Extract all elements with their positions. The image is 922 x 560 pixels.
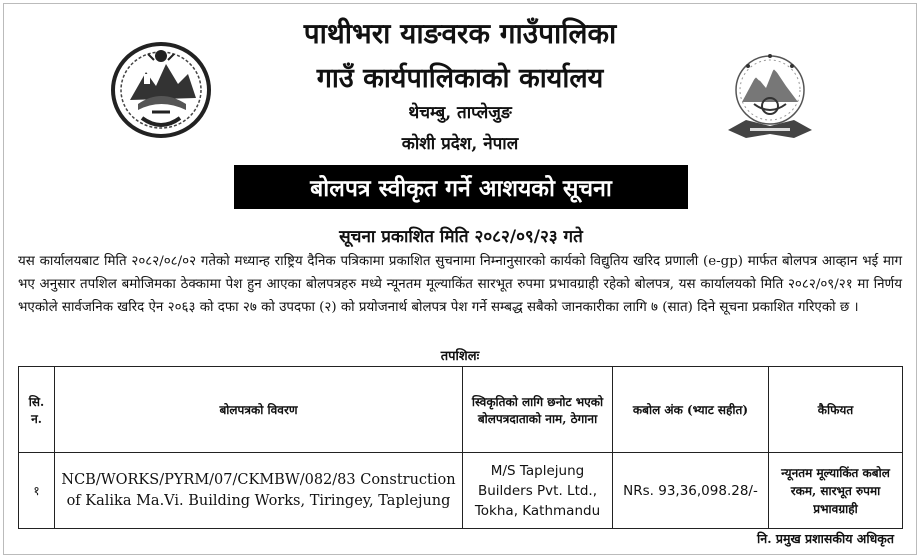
table-title: तपशिलः [440,349,480,364]
municipality-logo-icon [720,44,820,144]
notice-body-paragraph: यस कार्यालयबाट मिति २०८२/०८/०२ गतेको मध्यान्ह राष्ट्रिय दैनिक पत्रिकामा प्रकाशित सुचनामा निम्नानुसारको कार्यको विद्युतिय खरिद प्रणाली (e-gp) मार्फत बोलपत्र आव्हान भई माग भए अनुसार तपशिल बमोजिमका ठेक्कामा पेश हुन आएका बोलपत्रहरु मध्ये न्यूनतम मूल्याकिंत सारभूत रुपमा प्रभावग्राही रहेको बोलपत्र, यस कार्यालयको मिति २०८२/०९/२१ मा निर्णय भएकोले सार्वजनिक खरिद ऐन २०६३ को दफा २७ को उपदफा (२) को प्रयोजनार्थ बोलपत्र पेश गर्ने सम्बद्ध सबैको जानकारीका लागि ७ (सात) दिने सूचना प्रकाशित गरिएको छ । [18,254,902,315]
header-bidder: स्विकृतिको लागि छनोट भएको बोलपत्रदाताको नाम, ठेगाना [463,367,613,453]
cell-remarks: न्यूनतम मूल्याकिंत कबोल रकम, सारभूत रुपमा प्रभावग्राही [769,453,903,529]
bid-details-table [18,366,903,529]
cell-amount: NRs. 93,36,098.28/- [613,453,769,529]
header-amount: कबोल अंक (भ्याट सहीत) [613,367,769,453]
signatory-title: नि. प्रमुख प्रशासकीय अधिकृत [757,531,894,546]
header-remarks: कैफियत [769,367,903,453]
published-date: सूचना प्रकाशित मिति २०८२/०९/२३ गते [339,227,583,247]
office-subtitle: गाउँ कार्यपालिकाको कार्यालय [316,63,604,94]
cell-description: NCB/WORKS/PYRM/07/CKMBW/082/83 Construction of Kalika Ma.Vi. Building Works, Tiringey, Taplejung [55,453,463,529]
notice-title: बोलपत्र स्वीकृत गर्ने आशयको सूचना [310,175,612,202]
office-address: थेचम्बु, ताप्लेजुङ [408,103,512,123]
table-row [19,453,903,529]
cell-sn: १ [19,453,55,529]
cell-bidder: M/S Taplejung Builders Pvt. Ltd., Tokha, Kathmandu [463,453,613,529]
header-description: बोलपत्रको विवरण [55,367,463,453]
office-name: पाथीभरा याङवरक गाउँपालिका [303,17,617,50]
table-header-row [19,367,903,453]
header-sn: सि. न. [19,367,55,453]
office-province: कोशी प्रदेश, नेपाल [401,134,519,154]
notice-title-banner [234,165,688,209]
nepal-emblem-icon [108,38,214,140]
